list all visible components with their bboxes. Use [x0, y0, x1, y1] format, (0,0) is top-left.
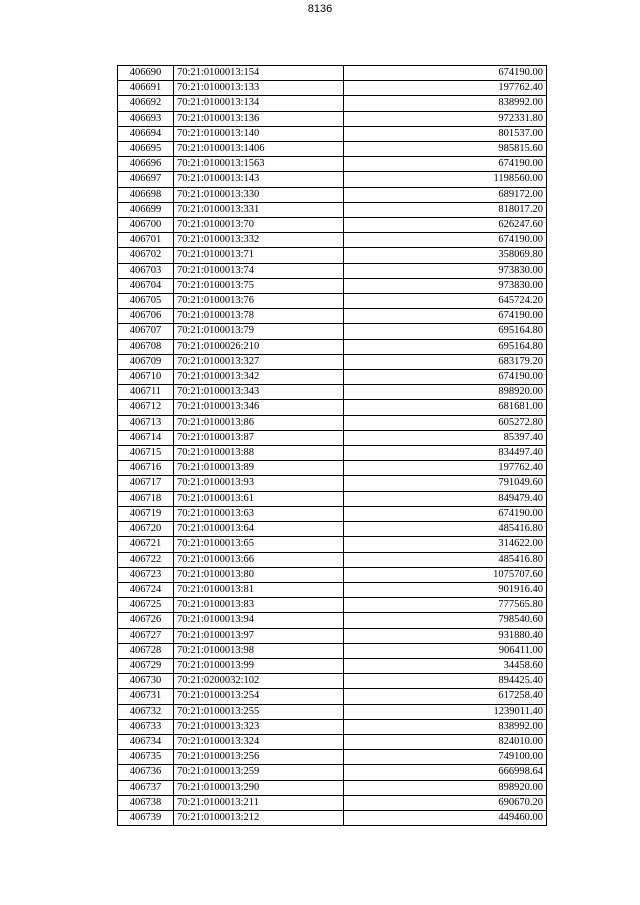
row-number-cell: 406700 — [118, 218, 174, 233]
cadastral-number-cell: 70:21:0100013:64 — [174, 522, 344, 537]
cadastral-number-cell: 70:21:0100013:75 — [174, 278, 344, 293]
cadastral-number-cell: 70:21:0100013:76 — [174, 294, 344, 309]
row-number-cell: 406733 — [118, 719, 174, 734]
table-row — [118, 415, 547, 430]
cadastral-value-cell: 1198560.00 — [344, 172, 547, 187]
row-number-cell: 406734 — [118, 734, 174, 749]
row-number-cell: 406707 — [118, 324, 174, 339]
row-number-cell: 406709 — [118, 354, 174, 369]
table-row — [118, 643, 547, 658]
cadastral-value-cell: 666998.64 — [344, 765, 547, 780]
page-number: 8136 — [307, 3, 333, 15]
cadastral-value-cell: 777565.80 — [344, 598, 547, 613]
cadastral-value-cell: 690670.20 — [344, 795, 547, 810]
row-number-cell: 406713 — [118, 415, 174, 430]
cadastral-value-cell: 901916.40 — [344, 582, 547, 597]
table-row — [118, 309, 547, 324]
cadastral-value-cell: 485416.80 — [344, 552, 547, 567]
cadastral-number-cell: 70:21:0100013:99 — [174, 658, 344, 673]
row-number-cell: 406696 — [118, 157, 174, 172]
cadastral-value-cell: 683179.20 — [344, 354, 547, 369]
table-row — [118, 142, 547, 157]
cadastral-number-cell: 70:21:0100013:323 — [174, 719, 344, 734]
table-row — [118, 765, 547, 780]
table-row — [118, 263, 547, 278]
cadastral-value-cell: 681681.00 — [344, 400, 547, 415]
cadastral-number-cell: 70:21:0100013:331 — [174, 202, 344, 217]
row-number-cell: 406693 — [118, 111, 174, 126]
table-row — [118, 719, 547, 734]
row-number-cell: 406712 — [118, 400, 174, 415]
registry-table — [117, 65, 547, 826]
table-row — [118, 400, 547, 415]
cadastral-number-cell: 70:21:0100013:136 — [174, 111, 344, 126]
row-number-cell: 406699 — [118, 202, 174, 217]
cadastral-value-cell: 695164.80 — [344, 324, 547, 339]
cadastral-number-cell: 70:21:0100013:66 — [174, 552, 344, 567]
cadastral-value-cell: 674190.00 — [344, 233, 547, 248]
cadastral-value-cell: 645724.20 — [344, 294, 547, 309]
cadastral-value-cell: 824010.00 — [344, 734, 547, 749]
table-row — [118, 552, 547, 567]
cadastral-number-cell: 70:21:0100013:330 — [174, 187, 344, 202]
cadastral-value-cell: 1239011.40 — [344, 704, 547, 719]
row-number-cell: 406701 — [118, 233, 174, 248]
cadastral-value-cell: 358069.80 — [344, 248, 547, 263]
cadastral-value-cell: 605272.80 — [344, 415, 547, 430]
row-number-cell: 406690 — [118, 66, 174, 81]
row-number-cell: 406706 — [118, 309, 174, 324]
table-row — [118, 537, 547, 552]
cadastral-value-cell: 485416.80 — [344, 522, 547, 537]
cadastral-number-cell: 70:21:0100013:61 — [174, 491, 344, 506]
row-number-cell: 406727 — [118, 628, 174, 643]
cadastral-value-cell: 695164.80 — [344, 339, 547, 354]
cadastral-number-cell: 70:21:0100013:71 — [174, 248, 344, 263]
table-row — [118, 734, 547, 749]
table-row — [118, 157, 547, 172]
table-row — [118, 689, 547, 704]
table-row — [118, 704, 547, 719]
cadastral-value-cell: 314622.00 — [344, 537, 547, 552]
table-row — [118, 172, 547, 187]
cadastral-value-cell: 906411.00 — [344, 643, 547, 658]
cadastral-number-cell: 70:21:0100013:255 — [174, 704, 344, 719]
cadastral-value-cell: 197762.40 — [344, 461, 547, 476]
cadastral-number-cell: 70:21:0100013:346 — [174, 400, 344, 415]
table-row — [118, 567, 547, 582]
cadastral-value-cell: 972331.80 — [344, 111, 547, 126]
table-row — [118, 795, 547, 810]
row-number-cell: 406739 — [118, 810, 174, 825]
row-number-cell: 406723 — [118, 567, 174, 582]
cadastral-number-cell: 70:21:0100013:70 — [174, 218, 344, 233]
cadastral-number-cell: 70:21:0100013:143 — [174, 172, 344, 187]
row-number-cell: 406705 — [118, 294, 174, 309]
row-number-cell: 406725 — [118, 598, 174, 613]
cadastral-value-cell: 838992.00 — [344, 719, 547, 734]
table-row — [118, 522, 547, 537]
table-row — [118, 81, 547, 96]
row-number-cell: 406715 — [118, 446, 174, 461]
table-row — [118, 430, 547, 445]
row-number-cell: 406724 — [118, 582, 174, 597]
cadastral-value-cell: 617258.40 — [344, 689, 547, 704]
row-number-cell: 406695 — [118, 142, 174, 157]
cadastral-number-cell: 70:21:0100013:342 — [174, 370, 344, 385]
cadastral-number-cell: 70:21:0100013:80 — [174, 567, 344, 582]
cadastral-number-cell: 70:21:0100013:98 — [174, 643, 344, 658]
cadastral-number-cell: 70:21:0100013:65 — [174, 537, 344, 552]
table-row — [118, 385, 547, 400]
table-row — [118, 598, 547, 613]
cadastral-number-cell: 70:21:0100013:1406 — [174, 142, 344, 157]
cadastral-value-cell: 85397.40 — [344, 430, 547, 445]
row-number-cell: 406711 — [118, 385, 174, 400]
row-number-cell: 406716 — [118, 461, 174, 476]
cadastral-value-cell: 674190.00 — [344, 66, 547, 81]
table-row — [118, 339, 547, 354]
cadastral-number-cell: 70:21:0100013:256 — [174, 750, 344, 765]
row-number-cell: 406697 — [118, 172, 174, 187]
table-row — [118, 96, 547, 111]
row-number-cell: 406729 — [118, 658, 174, 673]
cadastral-value-cell: 791049.60 — [344, 476, 547, 491]
cadastral-number-cell: 70:21:0100013:327 — [174, 354, 344, 369]
cadastral-number-cell: 70:21:0100013:83 — [174, 598, 344, 613]
row-number-cell: 406710 — [118, 370, 174, 385]
table-row — [118, 750, 547, 765]
cadastral-number-cell: 70:21:0100013:97 — [174, 628, 344, 643]
table-row — [118, 66, 547, 81]
table-row — [118, 491, 547, 506]
table-row — [118, 218, 547, 233]
table-row — [118, 370, 547, 385]
row-number-cell: 406721 — [118, 537, 174, 552]
table-row — [118, 233, 547, 248]
cadastral-number-cell: 70:21:0100013:87 — [174, 430, 344, 445]
table-row — [118, 658, 547, 673]
row-number-cell: 406730 — [118, 674, 174, 689]
cadastral-number-cell: 70:21:0100013:154 — [174, 66, 344, 81]
cadastral-value-cell: 674190.00 — [344, 157, 547, 172]
table-row — [118, 354, 547, 369]
cadastral-value-cell: 197762.40 — [344, 81, 547, 96]
cadastral-value-cell: 898920.00 — [344, 780, 547, 795]
cadastral-value-cell: 973830.00 — [344, 278, 547, 293]
cadastral-value-cell: 834497.40 — [344, 446, 547, 461]
row-number-cell: 406714 — [118, 430, 174, 445]
cadastral-number-cell: 70:21:0100013:63 — [174, 506, 344, 521]
cadastral-value-cell: 798540.60 — [344, 613, 547, 628]
row-number-cell: 406728 — [118, 643, 174, 658]
cadastral-number-cell: 70:21:0100013:133 — [174, 81, 344, 96]
cadastral-number-cell: 70:21:0100013:88 — [174, 446, 344, 461]
row-number-cell: 406694 — [118, 126, 174, 141]
cadastral-number-cell: 70:21:0200032:102 — [174, 674, 344, 689]
cadastral-value-cell: 838992.00 — [344, 96, 547, 111]
row-number-cell: 406726 — [118, 613, 174, 628]
cadastral-value-cell: 898920.00 — [344, 385, 547, 400]
cadastral-number-cell: 70:21:0100013:79 — [174, 324, 344, 339]
cadastral-value-cell: 449460.00 — [344, 810, 547, 825]
cadastral-number-cell: 70:21:0100013:86 — [174, 415, 344, 430]
table-row — [118, 780, 547, 795]
table-row — [118, 674, 547, 689]
cadastral-number-cell: 70:21:0100013:332 — [174, 233, 344, 248]
row-number-cell: 406731 — [118, 689, 174, 704]
cadastral-number-cell: 70:21:0100013:93 — [174, 476, 344, 491]
row-number-cell: 406736 — [118, 765, 174, 780]
row-number-cell: 406735 — [118, 750, 174, 765]
table-row — [118, 810, 547, 825]
cadastral-value-cell: 985815.60 — [344, 142, 547, 157]
cadastral-value-cell: 674190.00 — [344, 506, 547, 521]
cadastral-number-cell: 70:21:0100013:343 — [174, 385, 344, 400]
cadastral-value-cell: 894425.40 — [344, 674, 547, 689]
row-number-cell: 406720 — [118, 522, 174, 537]
row-number-cell: 406692 — [118, 96, 174, 111]
cadastral-number-cell: 70:21:0100013:211 — [174, 795, 344, 810]
table-row — [118, 278, 547, 293]
cadastral-number-cell: 70:21:0100013:140 — [174, 126, 344, 141]
row-number-cell: 406738 — [118, 795, 174, 810]
cadastral-value-cell: 34458.60 — [344, 658, 547, 673]
cadastral-number-cell: 70:21:0100013:94 — [174, 613, 344, 628]
cadastral-value-cell: 818017.20 — [344, 202, 547, 217]
cadastral-value-cell: 801537.00 — [344, 126, 547, 141]
row-number-cell: 406698 — [118, 187, 174, 202]
cadastral-value-cell: 973830.00 — [344, 263, 547, 278]
table-row — [118, 324, 547, 339]
row-number-cell: 406719 — [118, 506, 174, 521]
table-row — [118, 248, 547, 263]
row-number-cell: 406737 — [118, 780, 174, 795]
table-row — [118, 476, 547, 491]
cadastral-number-cell: 70:21:0100013:324 — [174, 734, 344, 749]
row-number-cell: 406708 — [118, 339, 174, 354]
cadastral-value-cell: 749100.00 — [344, 750, 547, 765]
cadastral-number-cell: 70:21:0100013:212 — [174, 810, 344, 825]
cadastral-number-cell: 70:21:0100013:254 — [174, 689, 344, 704]
cadastral-number-cell: 70:21:0100013:259 — [174, 765, 344, 780]
row-number-cell: 406722 — [118, 552, 174, 567]
row-number-cell: 406732 — [118, 704, 174, 719]
cadastral-number-cell: 70:21:0100026:210 — [174, 339, 344, 354]
row-number-cell: 406717 — [118, 476, 174, 491]
cadastral-number-cell: 70:21:0100013:134 — [174, 96, 344, 111]
table-row — [118, 187, 547, 202]
registry-table-body — [118, 66, 547, 826]
table-row — [118, 613, 547, 628]
row-number-cell: 406703 — [118, 263, 174, 278]
cadastral-number-cell: 70:21:0100013:74 — [174, 263, 344, 278]
cadastral-value-cell: 849479.40 — [344, 491, 547, 506]
table-row — [118, 294, 547, 309]
table-row — [118, 628, 547, 643]
row-number-cell: 406702 — [118, 248, 174, 263]
row-number-cell: 406718 — [118, 491, 174, 506]
cadastral-number-cell: 70:21:0100013:81 — [174, 582, 344, 597]
row-number-cell: 406691 — [118, 81, 174, 96]
cadastral-value-cell: 674190.00 — [344, 309, 547, 324]
cadastral-value-cell: 1075707.60 — [344, 567, 547, 582]
table-row — [118, 126, 547, 141]
row-number-cell: 406704 — [118, 278, 174, 293]
table-row — [118, 506, 547, 521]
cadastral-number-cell: 70:21:0100013:1563 — [174, 157, 344, 172]
cadastral-value-cell: 674190.00 — [344, 370, 547, 385]
cadastral-number-cell: 70:21:0100013:290 — [174, 780, 344, 795]
cadastral-value-cell: 931880.40 — [344, 628, 547, 643]
table-row — [118, 111, 547, 126]
table-row — [118, 446, 547, 461]
cadastral-value-cell: 689172.00 — [344, 187, 547, 202]
table-row — [118, 461, 547, 476]
cadastral-number-cell: 70:21:0100013:78 — [174, 309, 344, 324]
table-row — [118, 582, 547, 597]
table-row — [118, 202, 547, 217]
cadastral-number-cell: 70:21:0100013:89 — [174, 461, 344, 476]
cadastral-value-cell: 626247.60 — [344, 218, 547, 233]
